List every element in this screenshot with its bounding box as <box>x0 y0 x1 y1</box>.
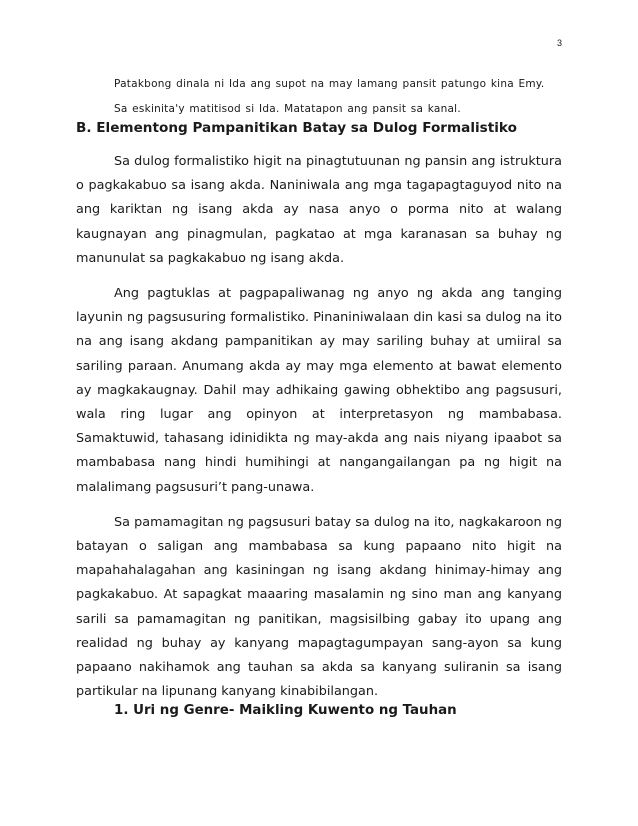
poem-excerpt <box>114 72 574 122</box>
paragraph: Ang pagtuklas at pagpapaliwanag ng anyo ng akda ang tanging layunin ng pagsusuring formalistiko. Pinaniniwalaan din kasi sa dulog na ito na ang isang akdang pampanitikan ay may sariling buhay at umiiral sa sariling paraan. Anumang akda ay may mga elemento at bawat elemento ay magkakaugnay. Dahil may adhikaing gawing obhektibo ang pagsusuri, wala ring lugar ang opinyon at interpretasyon ng mambabasa. Samaktuwid, tahasang idinidikta ng may-akda ang nais niyang ipaabot sa mambabasa nang hindi humihingi at nangangailangan pa ng higit na malalimang pagsusuri’t pang-unawa. <box>76 286 562 495</box>
sub-heading: 1. Uri ng Genre- Maikling Kuwento ng Tauhan <box>114 703 457 718</box>
page-number: 3 <box>556 38 562 48</box>
paragraph: Sa pamamagitan ng pagsusuri batay sa dulog na ito, nagkakaroon ng batayan o saligan ang mambabasa sa kung papaano nito higit na mapahahalagahan ang kasiningan ng isang akdang hinimay-himay ang pagkakabuo. At sapagkat maaaring masalamin ng sino man ang kanyang sarili sa pamamagitan ng panitikan, magsisilbing gabay ito upang ang realidad ng buhay ay kanyang mapagtagumpayan sang-ayon sa kung papaano nakihamok ang tauhan sa akda sa kanyang suliranin sa isang partikular na lipunang kanyang kinabibilangan. <box>76 514 562 700</box>
section-heading: B. Elementong Pampanitikan Batay sa Dulog Formalistiko <box>76 120 517 136</box>
poem-line: Sa eskinita'y matitisod si Ida. Matatapon ang pansit sa kanal. <box>114 103 461 115</box>
poem-line: Patakbong dinala ni Ida ang supot na may lamang pansit patungo kina Emy. <box>114 78 545 90</box>
body-text <box>76 150 562 715</box>
paragraph: Sa dulog formalistiko higit na pinagtutuunan ng pansin ang istruktura o pagkakabuo sa isang akda. Naniniwala ang mga tagapagtaguyod nito na ang kariktan ng isang akda ay nasa anyo o porma nito at walang kaugnayan ang pinagmulan, pagkatao at mga karanasan sa buhay ng manunulat sa pagkakabuo ng isang akda. <box>76 154 562 266</box>
